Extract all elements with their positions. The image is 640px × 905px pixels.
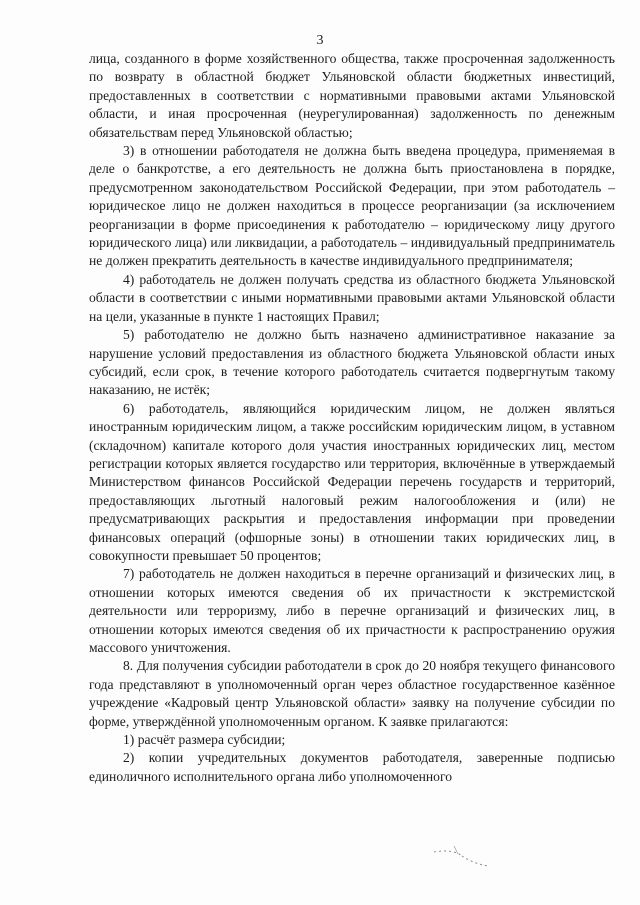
- paragraph-item-3: 3) в отношении работодателя не должна быть введена процедура, применяемая в деле о банкротстве, а его деятельность не должна быть приостановлена в порядке, предусмотренном законодательством Российской Федерации, при этом работодатель – юридическое лицо не должен находиться в процессе реорганизации (за исключением реорганизации в форме присоединения к работодателю – юридическому лицу другого юридического лица) или ликвидации, а работодатель – индивидуальный предприниматель не должен прекратить деятельность в качестве индивидуального предпринимателя;: [89, 143, 615, 269]
- document-body: [89, 50, 615, 786]
- paragraph-continuation: лица, созданного в форме хозяйственного общества, также просроченная задолженность по возврату в областной бюджет Ульяновской области бюджетных инвестиций, предоставленных в соответствии с нормативными правовыми актами Ульяновской области, и иная просроченная (неурегулированная) задолженность по денежным обязательствам перед Ульяновской областью;: [89, 51, 615, 140]
- paragraph-item-4: 4) работодатель не должен получать средства из областного бюджета Ульяновской области в соответствии с иными нормативными правовыми актами Ульяновской области на цели, указанные в пункте 1 настоящих Правил;: [89, 271, 615, 324]
- paragraph-item-6: 6) работодатель, являющийся юридическим лицом, не должен являться иностранным юридическим лицом, а также российским юридическим лицом, в уставном (складочном) капитале которого доля участия иностранных юридических лиц, местом регистрации которых является государство или территория, включённые в утверждаемый Министерством финансов Российской Федерации перечень государств и территорий, предоставляющих льготный налоговый режим налогообложения и (или) не предусматривающих раскрытия и предоставления информации при проведении финансовых операций (офшорные зоны) в отношении таких юридических лиц, в совокупности превышает 50 процентов;: [89, 400, 615, 563]
- paragraph-clause-8-item-2: 2) копии учредительных документов работодателя, заверенные подписью единоличного исполнительного органа либо уполномоченного: [89, 750, 615, 784]
- paragraph-clause-8: 8. Для получения субсидии работодатели в срок до 20 ноября текущего финансового года представляют в уполномоченный орган через областное государственное казённое учреждение «Кадровый центр Ульяновской области» заявку на получение субсидии по форме, утверждённой уполномоченным органом. К заявке прилагаются:: [89, 658, 615, 729]
- scan-artifact-mark: [432, 842, 492, 872]
- page-number: 3: [316, 33, 324, 48]
- paragraph-item-5: 5) работодателю не должно быть назначено административное наказание за нарушение условий предоставления из областного бюджета Ульяновской области иных субсидий, если срок, в течение которого работодатель считается подвергнутым такому наказанию, не истёк;: [89, 327, 615, 398]
- paragraph-item-7: 7) работодатель не должен находиться в перечне организаций и физических лиц, в отношении которых имеются сведения об их причастности к экстремистской деятельности или терроризму, либо в перечне организаций и физических лиц, в отношении которых имеются сведения об их причастности к распространению оружия массового уничтожения.: [89, 566, 615, 655]
- paragraph-clause-8-item-1: 1) расчёт размера субсидии;: [123, 732, 286, 748]
